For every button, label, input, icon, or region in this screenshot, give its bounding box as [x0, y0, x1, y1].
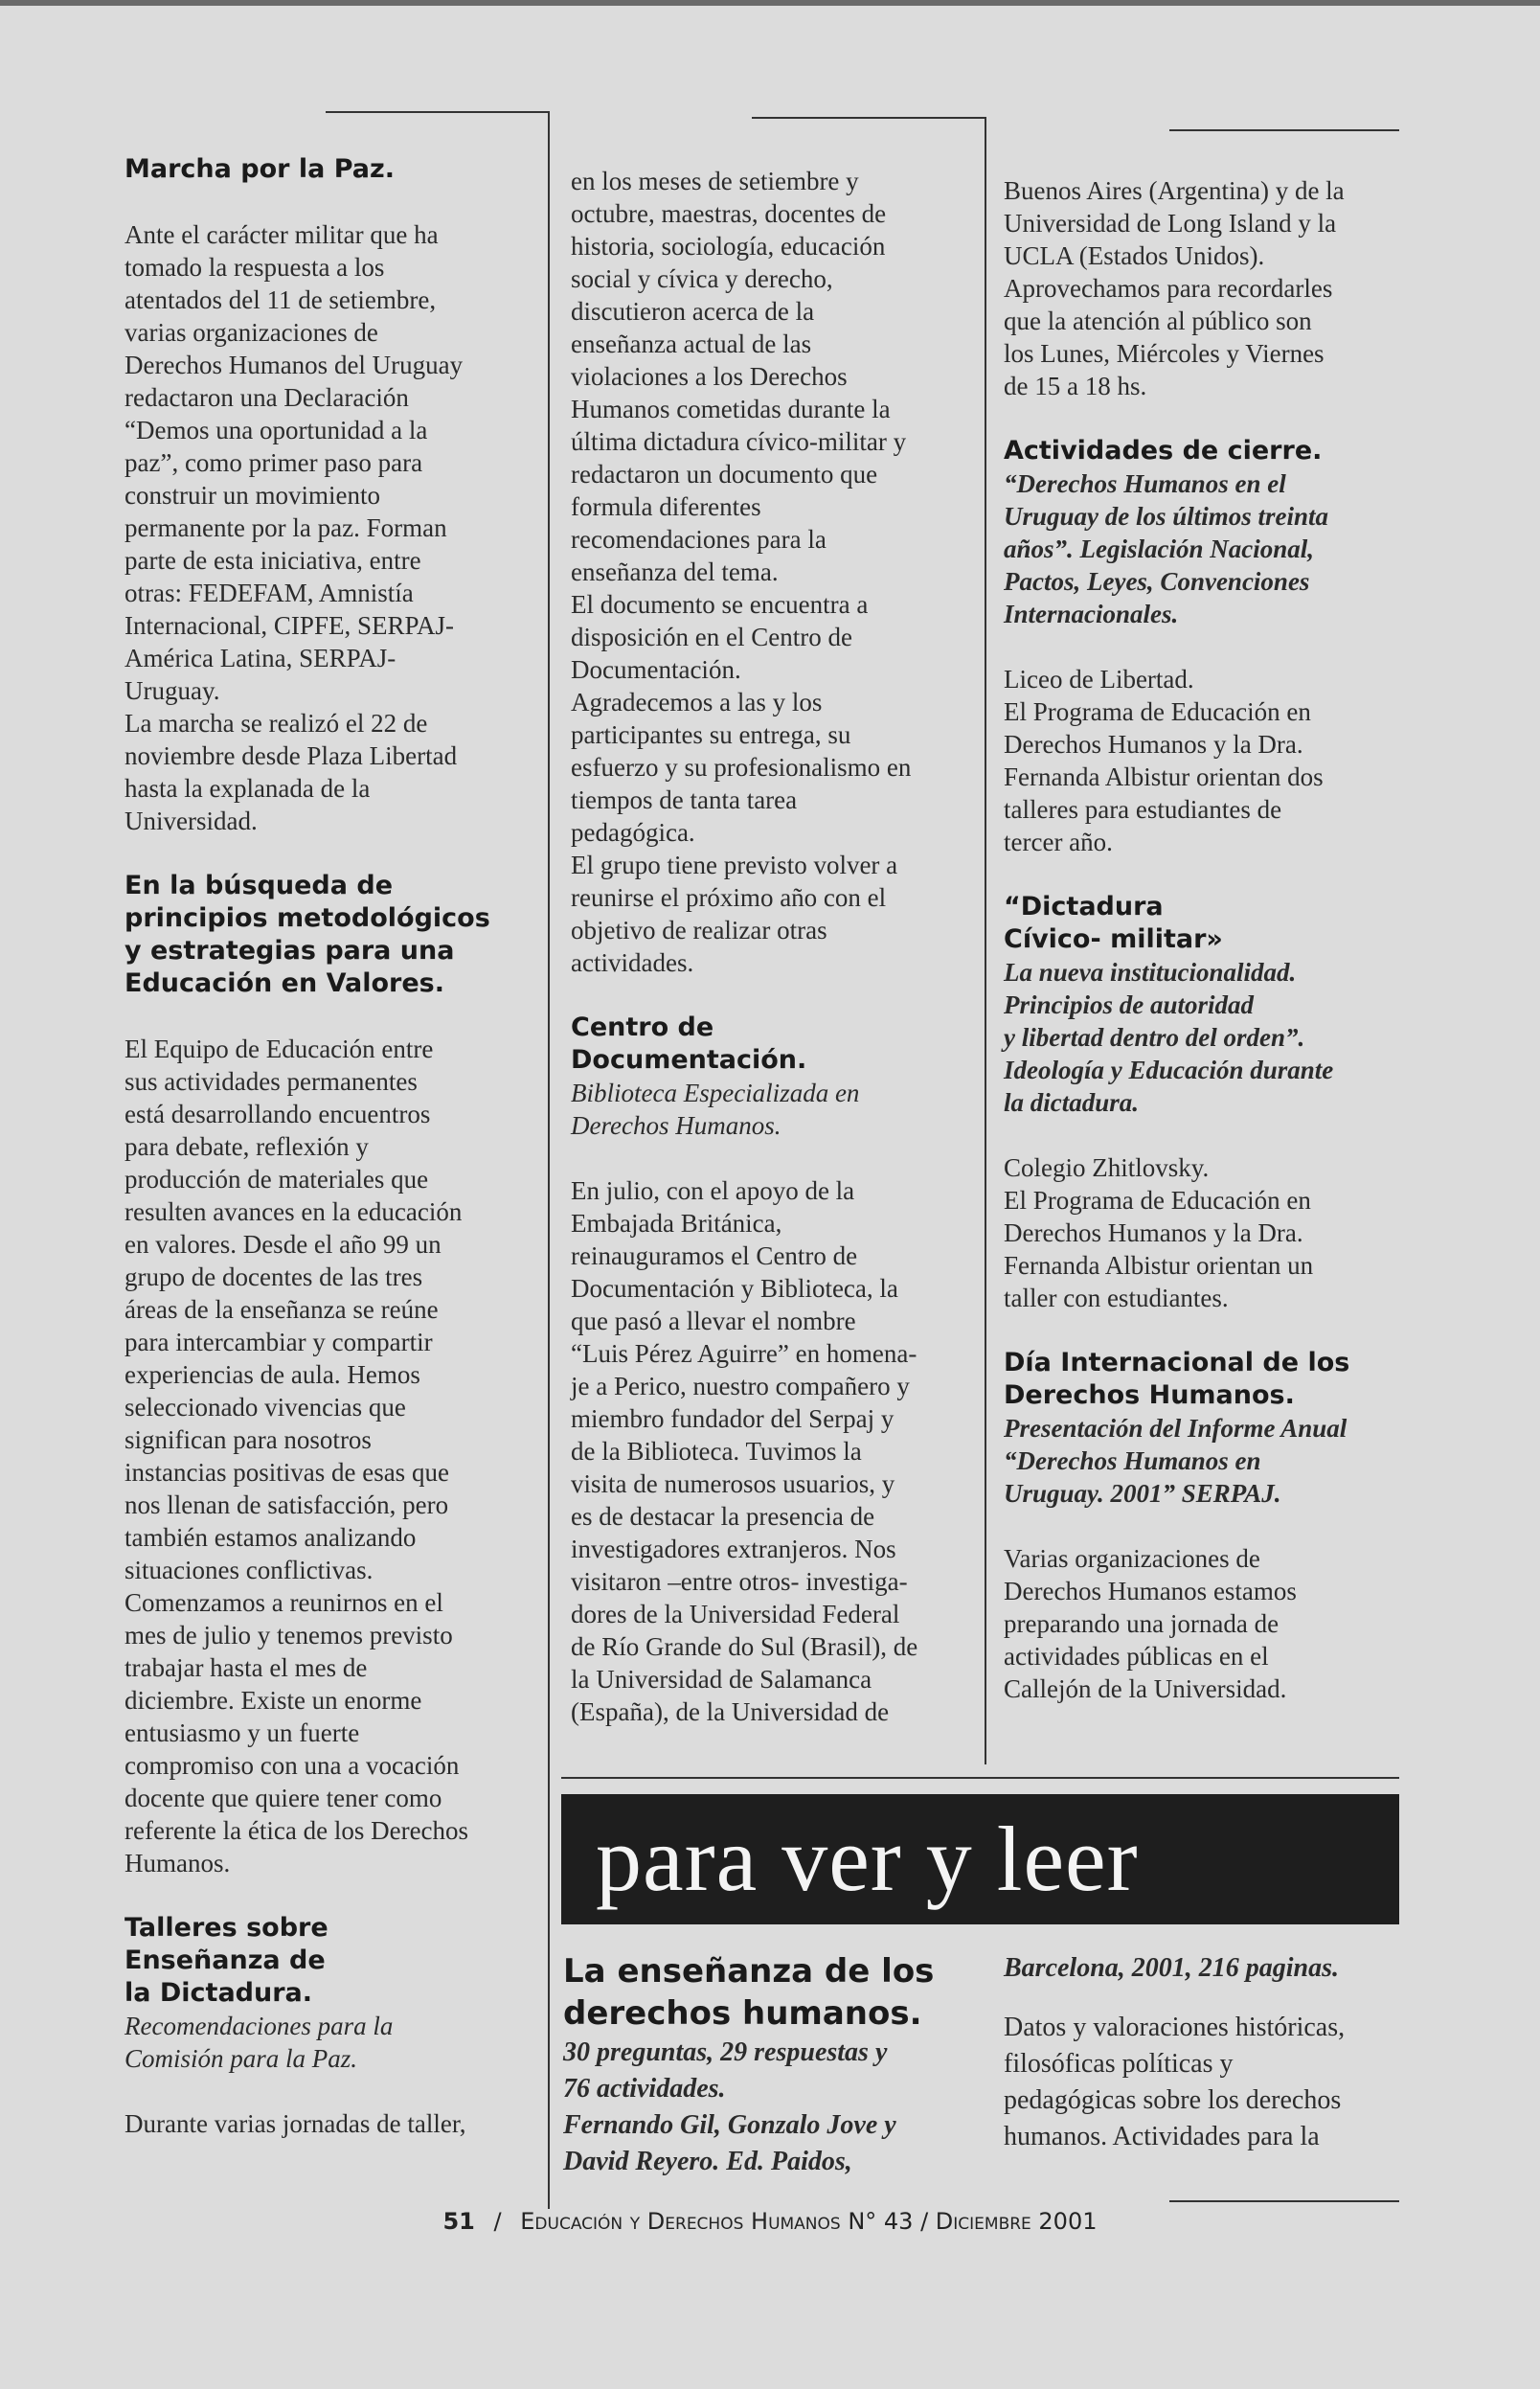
- text-line: de Río Grande do Sul (Brasil), de: [571, 1632, 918, 1661]
- heading-line: Centro de: [571, 1012, 714, 1042]
- heading-line: principios metodológicos: [125, 903, 490, 933]
- text-line: actividades.: [571, 948, 694, 977]
- text-line: recomendaciones para la: [571, 525, 827, 554]
- text-line: Durante varias jornadas de taller,: [125, 2109, 466, 2138]
- text-line: grupo de docentes de las tres: [125, 1263, 423, 1291]
- section-banner: para ver y leer: [561, 1794, 1399, 1924]
- text-line: Ante el carácter militar que ha: [125, 220, 439, 249]
- text-line: que la atención al público son: [1004, 307, 1312, 335]
- subheading-dia-internacional: [1004, 1412, 1406, 1510]
- subheading-line: años”. Legislación Nacional,: [1004, 535, 1315, 563]
- text-line: de 15 a 18 hs.: [1004, 372, 1147, 400]
- text-line: UCLA (Estados Unidos).: [1004, 241, 1265, 270]
- text-line: Embajada Británica,: [571, 1209, 782, 1238]
- text-line: en los meses de setiembre y: [571, 167, 859, 195]
- text-line: seleccionado vivencias que: [125, 1393, 406, 1422]
- text-line: compromiso con una a vocación: [125, 1751, 460, 1780]
- text-line: los Lunes, Miércoles y Viernes: [1004, 339, 1325, 368]
- subheading-line: Ideología y Educación durante: [1004, 1056, 1334, 1084]
- text-line: disposición en el Centro de: [571, 623, 852, 651]
- text-line: parte de esta iniciativa, entre: [125, 546, 421, 575]
- text-line: Derechos Humanos y la Dra.: [1004, 730, 1303, 759]
- heading-line: “Dictadura: [1004, 892, 1164, 921]
- text-line: En julio, con el apoyo de la: [571, 1176, 855, 1205]
- subheading-line: Internacionales.: [1004, 600, 1179, 628]
- text-line: El Programa de Educación en: [1004, 697, 1311, 726]
- page-footer: [0, 2208, 1540, 2235]
- text-line: discutieron acerca de la: [571, 297, 815, 326]
- text-line: reunirse el próximo año con el: [571, 883, 887, 912]
- text-line: producción de materiales que: [125, 1165, 429, 1194]
- text-line: América Latina, SERPAJ-: [125, 644, 396, 672]
- book-publication: Barcelona, 2001, 216 paginas.: [1004, 1953, 1340, 1983]
- col1-top-rule: [326, 111, 549, 113]
- text-line: referente la ética de los Derechos: [125, 1816, 469, 1845]
- text-line: es de destacar la presencia de: [571, 1502, 875, 1531]
- text-line: Documentación y Biblioteca, la: [571, 1274, 898, 1303]
- book-subtitle-line: 30 preguntas, 29 respuestas y: [563, 2037, 888, 2067]
- paragraph-dia-internacional: [1004, 1542, 1406, 1705]
- text-line: la Universidad de Salamanca: [571, 1665, 872, 1694]
- text-line: situaciones conflictivas.: [125, 1556, 374, 1584]
- top-border: [0, 0, 1540, 6]
- book-review-right: [1004, 1950, 1406, 2155]
- text-line: para intercambiar y compartir: [125, 1328, 433, 1356]
- text-line: social y cívica y derecho,: [571, 264, 833, 293]
- text-line: miembro fundador del Serpaj y: [571, 1404, 895, 1433]
- text-line: octubre, maestras, docentes de: [571, 199, 887, 228]
- text-line: visita de numerosos usuarios, y: [571, 1469, 895, 1498]
- text-line: entusiasmo y un fuerte: [125, 1718, 360, 1747]
- text-line: Comenzamos a reunirnos en el: [125, 1588, 443, 1617]
- paragraph-liceo: [1004, 663, 1406, 858]
- text-line: construir un movimiento: [125, 481, 380, 510]
- page-number: 51: [442, 2208, 475, 2235]
- text-line: tomado la respuesta a los: [125, 253, 385, 282]
- text-line: atentados del 11 de setiembre,: [125, 285, 437, 314]
- bottom-right-rule: [1169, 2200, 1399, 2202]
- book-review-left: [563, 1950, 985, 2180]
- book-subtitle: [563, 2035, 985, 2180]
- heading-line: Cívico- militar»: [1004, 924, 1223, 954]
- text-line: Universidad.: [125, 807, 258, 835]
- subheading-line: Presentación del Informe Anual: [1004, 1414, 1348, 1443]
- heading-cierre: [1004, 435, 1406, 467]
- text-line: talleres para estudiantes de: [1004, 795, 1282, 824]
- text-line: Humanos cometidas durante la: [571, 395, 891, 423]
- text-line: “Luis Pérez Aguirre” en homena-: [571, 1339, 917, 1368]
- text-line: redactaron un documento que: [571, 460, 878, 489]
- text-line: otras: FEDEFAM, Amnistía: [125, 579, 414, 607]
- footer-separator: /: [493, 2208, 502, 2235]
- text-line: enseñanza del tema.: [571, 557, 779, 586]
- banner-top-rule: [561, 1777, 1399, 1779]
- col2-right-rule: [985, 117, 986, 1764]
- text-line: visitaron –entre otros- investiga-: [571, 1567, 908, 1596]
- heading-talleres: [125, 1912, 536, 2010]
- paragraph-equipo: [125, 1033, 536, 1879]
- paragraph-centro-cont: [1004, 174, 1406, 402]
- text-line: esfuerzo y su profesionalismo en: [571, 753, 912, 782]
- text-line: áreas de la enseñanza se reúne: [125, 1295, 439, 1324]
- paragraph-marcha: [125, 218, 536, 837]
- book-subtitle-line: David Reyero. Ed. Paidos,: [563, 2147, 852, 2176]
- text-line: experiencias de aula. Hemos: [125, 1360, 420, 1389]
- col1-right-rule: [548, 111, 550, 2209]
- text-line: je a Perico, nuestro compañero y: [571, 1372, 910, 1400]
- book-subtitle-line: 76 actividades.: [563, 2074, 726, 2104]
- heading-line: la Dictadura.: [125, 1978, 313, 2008]
- heading-busqueda: [125, 870, 536, 1000]
- column-2: [571, 165, 973, 1728]
- text-line: objetivo de realizar otras: [571, 916, 827, 944]
- text-line: Liceo de Libertad.: [1004, 665, 1194, 694]
- text-line: tiempos de tanta tarea: [571, 785, 798, 814]
- book-description: [1004, 2010, 1406, 2155]
- heading-line: Día Internacional de los: [1004, 1348, 1350, 1377]
- text-line: paz”, como primer paso para: [125, 448, 423, 477]
- book-title: [563, 1950, 985, 2035]
- text-line: tercer año.: [1004, 828, 1113, 856]
- text-line: enseñanza actual de las: [571, 330, 812, 358]
- text-line: Uruguay.: [125, 676, 220, 705]
- heading-line: Derechos Humanos.: [1004, 1380, 1295, 1410]
- text-line: El grupo tiene previsto volver a: [571, 851, 898, 879]
- text-line: permanente por la paz. Forman: [125, 513, 447, 542]
- text-line: El documento se encuentra a: [571, 590, 869, 619]
- col3-top-rule: [1169, 129, 1399, 131]
- text-line: mes de julio y tenemos previsto: [125, 1621, 453, 1650]
- paragraph-talleres: [125, 2107, 536, 2140]
- text-line: Fernanda Albistur orientan un: [1004, 1251, 1314, 1280]
- text-line: historia, sociología, educación: [571, 232, 886, 261]
- subheading-talleres: [125, 2010, 536, 2075]
- text-line: que pasó a llevar el nombre: [571, 1307, 856, 1335]
- text-line: Colegio Zhitlovsky.: [1004, 1153, 1210, 1182]
- text-line: preparando una jornada de: [1004, 1609, 1280, 1638]
- book-title-line: derechos humanos.: [563, 1994, 922, 2033]
- subheading-line: Principios de autoridad: [1004, 990, 1255, 1019]
- subheading-line: la dictadura.: [1004, 1088, 1140, 1117]
- text-line: Varias organizaciones de: [1004, 1544, 1260, 1573]
- text-line: para debate, reflexión y: [125, 1132, 369, 1161]
- text-line: resulten avances en la educación: [125, 1197, 463, 1226]
- column-3: [1004, 174, 1406, 1705]
- subheading-line: Pactos, Leyes, Convenciones: [1004, 567, 1310, 596]
- text-line: El Programa de Educación en: [1004, 1186, 1311, 1215]
- journal-reference: Educación y Derechos Humanos N° 43 / Diciembre 2001: [520, 2208, 1098, 2235]
- subheading-line: Biblioteca Especializada en: [571, 1079, 860, 1107]
- subheading-line: La nueva institucionalidad.: [1004, 958, 1297, 987]
- text-line: sus actividades permanentes: [125, 1067, 418, 1096]
- text-line: significan para nosotros: [125, 1425, 372, 1454]
- col2-top-rule: [752, 117, 986, 119]
- text-line: pedagógicas sobre los derechos: [1004, 2085, 1342, 2115]
- text-line: está desarrollando encuentros: [125, 1100, 431, 1128]
- subheading-centro: [571, 1077, 973, 1142]
- text-line: Agradecemos a las y los: [571, 688, 823, 717]
- paragraph-colegio: [1004, 1151, 1406, 1314]
- subheading-line: Uruguay de los últimos treinta: [1004, 502, 1329, 531]
- book-subtitle-line: Fernando Gil, Gonzalo Jove y: [563, 2110, 896, 2140]
- text-line: Documentación.: [571, 655, 741, 684]
- text-line: Aprovechamos para recordarles: [1004, 274, 1333, 303]
- text-line: Derechos Humanos estamos: [1004, 1577, 1297, 1605]
- text-line: de la Biblioteca. Tuvimos la: [571, 1437, 862, 1466]
- paragraph-centro: [571, 1174, 973, 1728]
- heading-dictadura: [1004, 891, 1406, 956]
- text-line: taller con estudiantes.: [1004, 1284, 1229, 1312]
- subheading-line: “Derechos Humanos en el: [1004, 469, 1286, 498]
- subheading-line: Recomendaciones para la: [125, 2012, 394, 2040]
- subheading-line: Comisión para la Paz.: [125, 2044, 358, 2073]
- heading-dia-internacional: [1004, 1347, 1406, 1412]
- text-line: reinauguramos el Centro de: [571, 1241, 858, 1270]
- text-line: también estamos analizando: [125, 1523, 417, 1552]
- text-line: Derechos Humanos del Uruguay: [125, 351, 464, 379]
- heading-line: En la búsqueda de: [125, 871, 394, 900]
- text-line: dores de la Universidad Federal: [571, 1600, 900, 1628]
- heading-line: Documentación.: [571, 1045, 807, 1075]
- text-line: nos llenan de satisfacción, pero: [125, 1490, 449, 1519]
- text-line: última dictadura cívico-militar y: [571, 427, 907, 456]
- text-line: Datos y valoraciones históricas,: [1004, 2013, 1346, 2042]
- subheading-line: Uruguay. 2001” SERPAJ.: [1004, 1479, 1281, 1508]
- text-line: pedagógica.: [571, 818, 695, 847]
- column-1: [125, 153, 536, 2140]
- text-line: actividades públicas en el: [1004, 1642, 1269, 1671]
- text-line: en valores. Desde el año 99 un: [125, 1230, 442, 1259]
- text-line: Derechos Humanos y la Dra.: [1004, 1218, 1303, 1247]
- subheading-cierre: [1004, 467, 1406, 630]
- text-line: participantes su entrega, su: [571, 720, 851, 749]
- heading-line: Educación en Valores.: [125, 968, 444, 998]
- text-line: docente que quiere tener como: [125, 1784, 442, 1812]
- text-line: Internacional, CIPFE, SERPAJ-: [125, 611, 454, 640]
- subheading-line: “Derechos Humanos en: [1004, 1446, 1261, 1475]
- heading-line: Enseñanza de: [125, 1945, 326, 1975]
- text-line: Universidad de Long Island y la: [1004, 209, 1337, 238]
- heading-line: Actividades de cierre.: [1004, 436, 1323, 466]
- heading-marcha: Marcha por la Paz.: [125, 154, 395, 184]
- text-line: violaciones a los Derechos: [571, 362, 848, 391]
- subheading-dictadura: [1004, 956, 1406, 1119]
- text-line: Humanos.: [125, 1849, 231, 1877]
- text-line: varias organizaciones de: [125, 318, 378, 347]
- text-line: trabajar hasta el mes de: [125, 1653, 368, 1682]
- text-line: El Equipo de Educación entre: [125, 1035, 434, 1063]
- text-line: hasta la explanada de la: [125, 774, 371, 803]
- subheading-line: Derechos Humanos.: [571, 1111, 781, 1140]
- text-line: investigadores extranjeros. Nos: [571, 1535, 896, 1563]
- book-title-line: La enseñanza de los: [563, 1952, 935, 1991]
- heading-centro: [571, 1012, 973, 1077]
- subheading-line: y libertad dentro del orden”.: [1004, 1023, 1305, 1052]
- heading-line: Talleres sobre: [125, 1913, 328, 1943]
- text-line: filosóficas políticas y: [1004, 2049, 1234, 2079]
- text-line: Fernanda Albistur orientan dos: [1004, 762, 1324, 791]
- heading-line: y estrategias para una: [125, 936, 455, 966]
- text-line: redactaron una Declaración: [125, 383, 409, 412]
- text-line: Callejón de la Universidad.: [1004, 1674, 1287, 1703]
- text-line: Buenos Aires (Argentina) y de la: [1004, 176, 1345, 205]
- text-line: formula diferentes: [571, 492, 761, 521]
- text-line: humanos. Actividades para la: [1004, 2122, 1320, 2151]
- text-line: diciembre. Existe un enorme: [125, 1686, 422, 1715]
- text-line: instancias positivas de esas que: [125, 1458, 449, 1487]
- text-line: La marcha se realizó el 22 de: [125, 709, 428, 738]
- text-line: (España), de la Universidad de: [571, 1697, 890, 1726]
- paragraph-talleres-cont: [571, 165, 973, 979]
- text-line: “Demos una oportunidad a la: [125, 416, 428, 444]
- text-line: noviembre desde Plaza Libertad: [125, 741, 458, 770]
